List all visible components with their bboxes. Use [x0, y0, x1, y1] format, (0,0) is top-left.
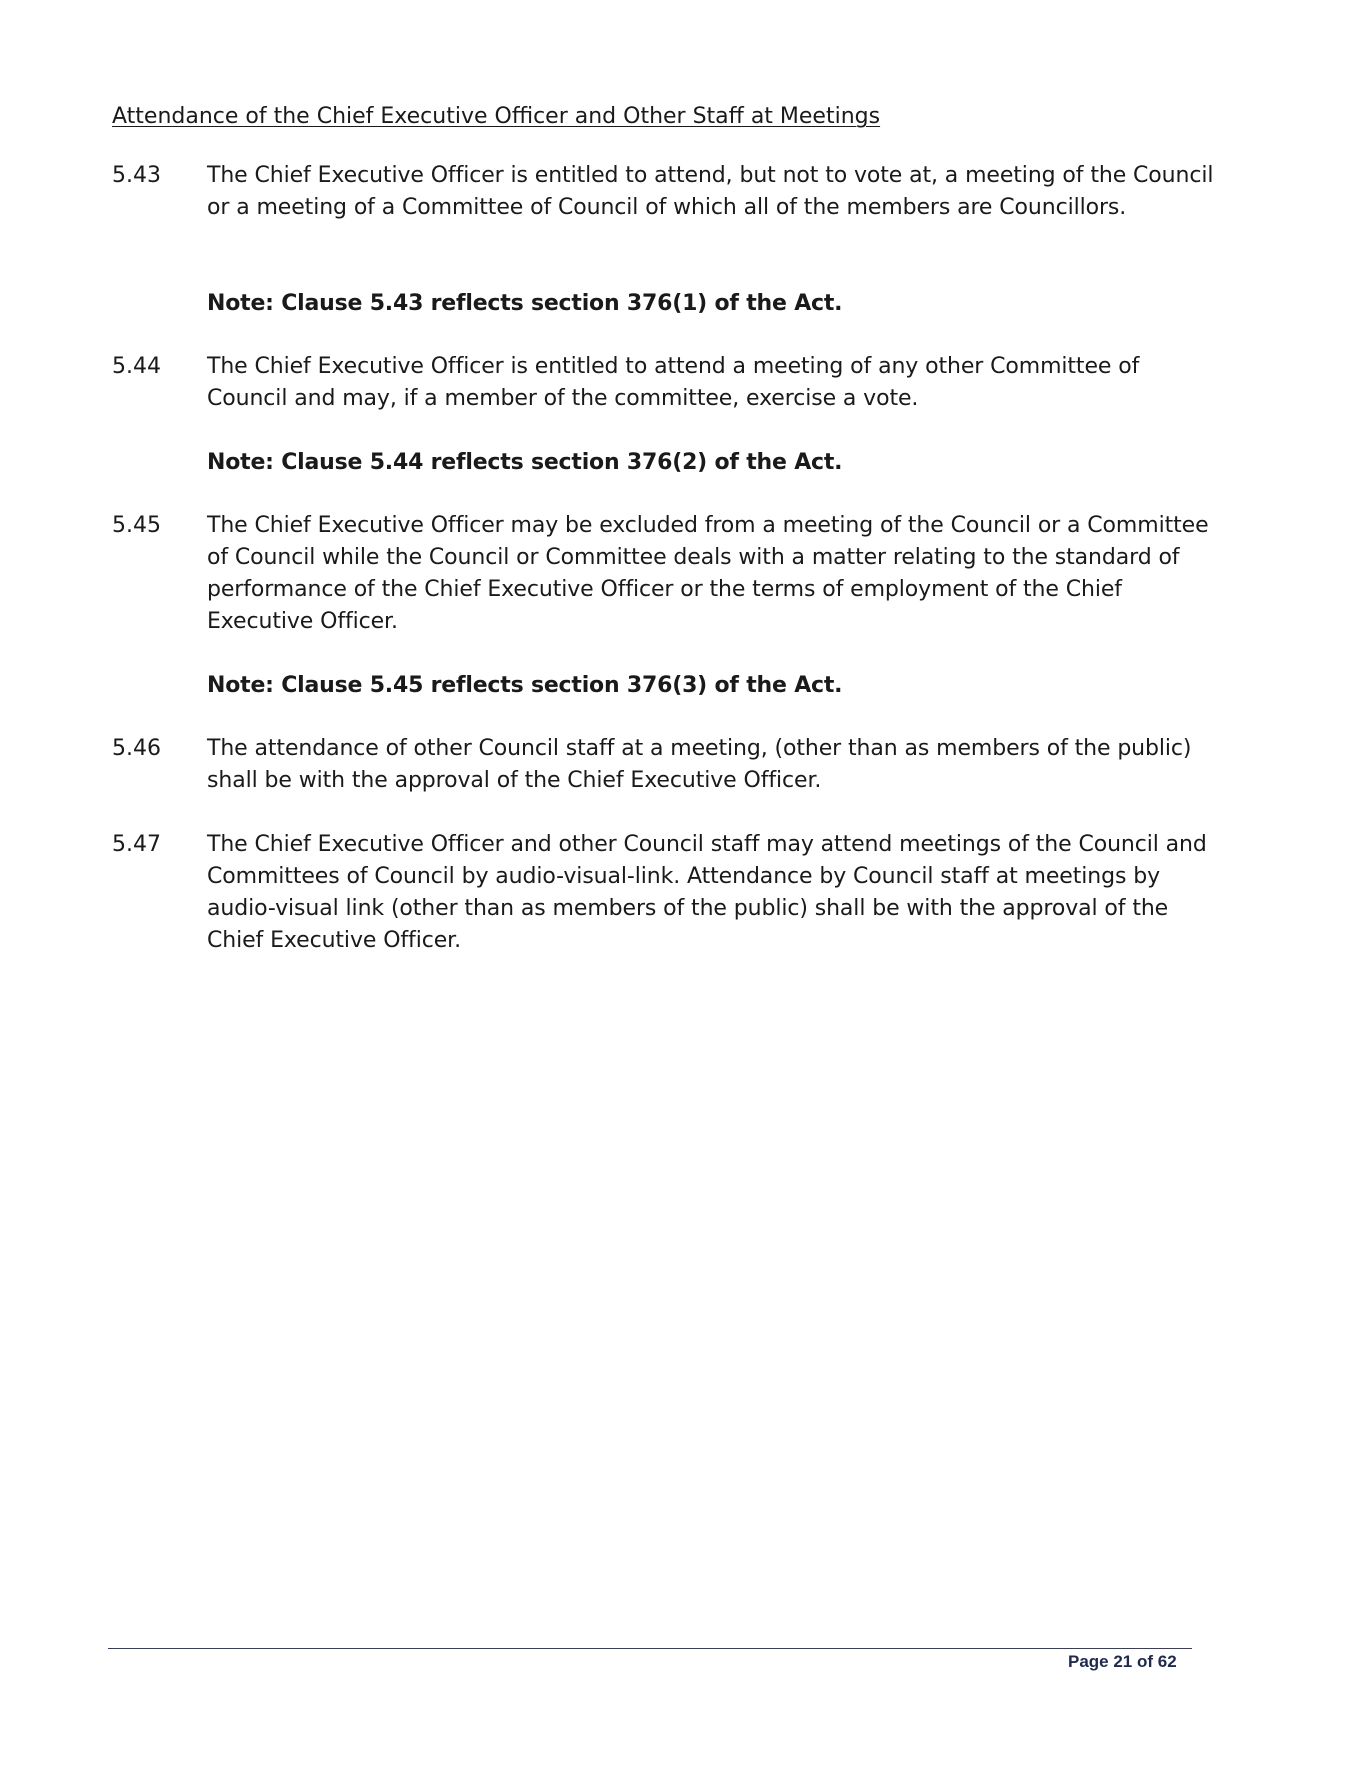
footer-divider	[108, 1648, 1192, 1649]
clause-text: The Chief Executive Officer is entitled to attend, but not to vote at, a meeting of the Council or a meeting of a Committee of Council of which all of the members are Councillors.	[207, 163, 1214, 220]
clause-text: The Chief Executive Officer may be excluded from a meeting of the Council or a Committee of Council while the Council or Committee deals with a matter relating to the standard of performance of the Chief Executive Officer or the terms of employment of the Chief Executive Officer.	[207, 513, 1209, 634]
clause-number: 5.45	[112, 513, 161, 538]
clause-text: The Chief Executive Officer is entitled to attend a meeting of any other Committee of Council and may, if a member of the committee, exercise a vote.	[207, 354, 1140, 411]
clause-number: 5.43	[112, 163, 161, 188]
clause-text: The attendance of other Council staff at a meeting, (other than as members of the public) shall be with the approval of the Chief Executive Officer.	[207, 736, 1192, 793]
clause-number: 5.46	[112, 736, 161, 761]
clause-note-5-43: Note: Clause 5.43 reflects section 376(1) of the Act.	[207, 291, 843, 316]
clause-note-5-45: Note: Clause 5.45 reflects section 376(3) of the Act.	[207, 673, 843, 698]
clause-text: The Chief Executive Officer and other Council staff may attend meetings of the Council and Committees of Council by audio-visual-link. Attendance by Council staff at meetings by audio-visual link (other than as members of the public) shall be with the approval of the Chief Executive Officer.	[207, 832, 1207, 953]
clause-number: 5.47	[112, 832, 161, 857]
clause-number: 5.44	[112, 354, 161, 379]
page-number: Page 21 of 62	[1068, 1652, 1177, 1671]
section-heading: Attendance of the Chief Executive Officer and Other Staff at Meetings	[112, 104, 881, 129]
clause-note-5-44: Note: Clause 5.44 reflects section 376(2) of the Act.	[207, 450, 843, 475]
